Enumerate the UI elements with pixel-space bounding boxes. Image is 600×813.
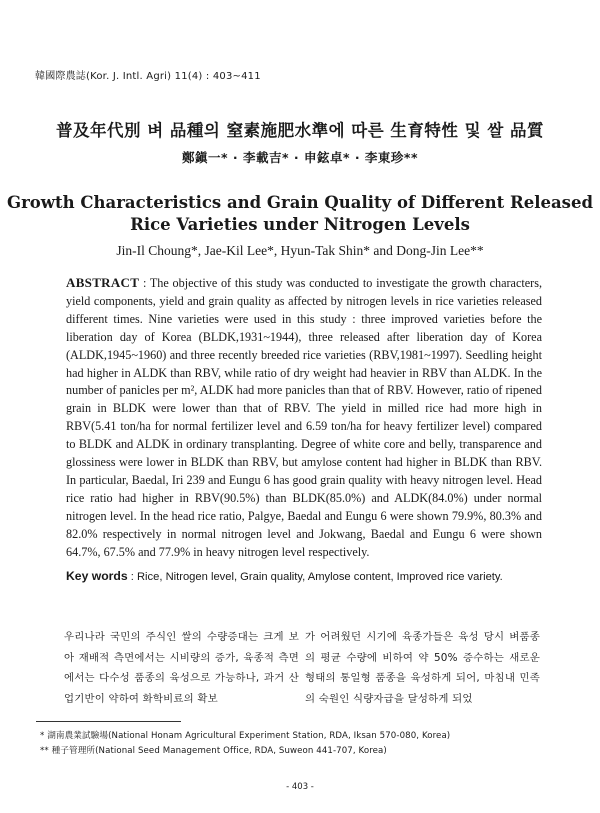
body-paragraph: 우리나라 국민의 주식인 쌀의 수량증대는 크게 보아 재배적 측면에서는 시비량의 증가, 육종적 측면에서는 다수성 품종의 육성으로 가능하나, 과거 산업기반이 약하여 화학비료의 확보 xyxy=(64,631,299,705)
footnote-affiliation-1: * 湖南農業試驗場(National Honam Agricultural Experiment Station, RDA, Iksan 570-080, Korea) xyxy=(40,731,451,741)
footnote-divider xyxy=(36,721,181,722)
body-column-left xyxy=(64,627,299,709)
keywords-text: : Rice, Nitrogen level, Grain quality, Amylose content, Improved rice variety. xyxy=(130,571,503,583)
abstract-label: ABSTRACT xyxy=(66,275,140,290)
korean-authors: 鄭鎭一* · 李載吉* · 申鉉卓* · 李東珍** xyxy=(181,150,419,165)
body-column-right xyxy=(305,627,540,709)
korean-title: 普及年代別 벼 品種의 窒素施肥水準에 따른 生育特性 및 쌀 品質 xyxy=(55,121,545,140)
page-number: - 403 - xyxy=(286,782,314,792)
abstract xyxy=(66,274,542,562)
keywords-label: Key words xyxy=(66,569,128,583)
abstract-text: : The objective of this study was conducted to investigate the growth characters, yield components, yield and grain quality as affected by nitrogen levels in rice varieties released different times. Nine varieties were used in this study : three improved varieties before the liberation day of Korea (BLDK,1931~1944), three released after liberation day of Korea (ALDK,1945~1960) and three recently breeded rice varieties (RBV,1981~1997). Seedling height had higher in ALDK than RBV, while ratio of dry weight had heavier in RBV than ALDK. In the number of panicles per m², ALDK had more panicles than that of RBV. However, ratio of ripened grain in BLDK were lower than that of RBV. The yield in milled rice had more high in RBV(5.41 ton/ha for normal fertilizer level and 6.59 ton/ha for heavy fertilizer level) compared to BLDK and ALDK in ordinary transplanting. Degree of white core and belly, transparence and glossiness were lower in BLDK than RBV, but amylose content had higher in BLDK than RBV. In particular, Baedal, Iri 239 and Eungu 6 has good grain quality with heavy nitrogen level. Head rice ratio had higher in RBV(90.5%) than BLDK(85.0%) and ALDK(84.0%) under normal nitrogen level. In the head rice ratio, Palgye, Baedal and Eungu 6 were shown 79.9%, 80.3% and 82.0% respectively in normal nitrogen level and Jokwang, Baedal and Eungu 6 were shown 64.7%, 67.5% and 77.9% in heavy nitrogen level respectively. xyxy=(66,276,542,559)
keywords xyxy=(66,569,542,583)
footnote-affiliation-2: ** 種子管理所(National Seed Management Office, RDA, Suweon 441-707, Korea) xyxy=(40,746,387,756)
english-authors: Jin-Il Choung*, Jae-Kil Lee*, Hyun-Tak Shin* and Dong-Jin Lee** xyxy=(116,243,484,258)
english-title-line-2: Rice Varieties under Nitrogen Levels xyxy=(130,215,470,234)
english-title-line-1: Growth Characteristics and Grain Quality of Different Released xyxy=(7,193,593,212)
body-paragraph: 가 어려웠던 시기에 육종가들은 육성 당시 벼품종의 평균 수량에 비하여 약 50% 증수하는 새로운 형태의 통일형 품종을 육성하게 되어, 마침내 민족의 숙원인 식량자급을 달성하게 되었 xyxy=(305,631,540,705)
english-title xyxy=(0,192,600,236)
journal-citation: 韓國際農誌(Kor. J. Intl. Agri) 11(4) : 403~411 xyxy=(35,71,261,82)
